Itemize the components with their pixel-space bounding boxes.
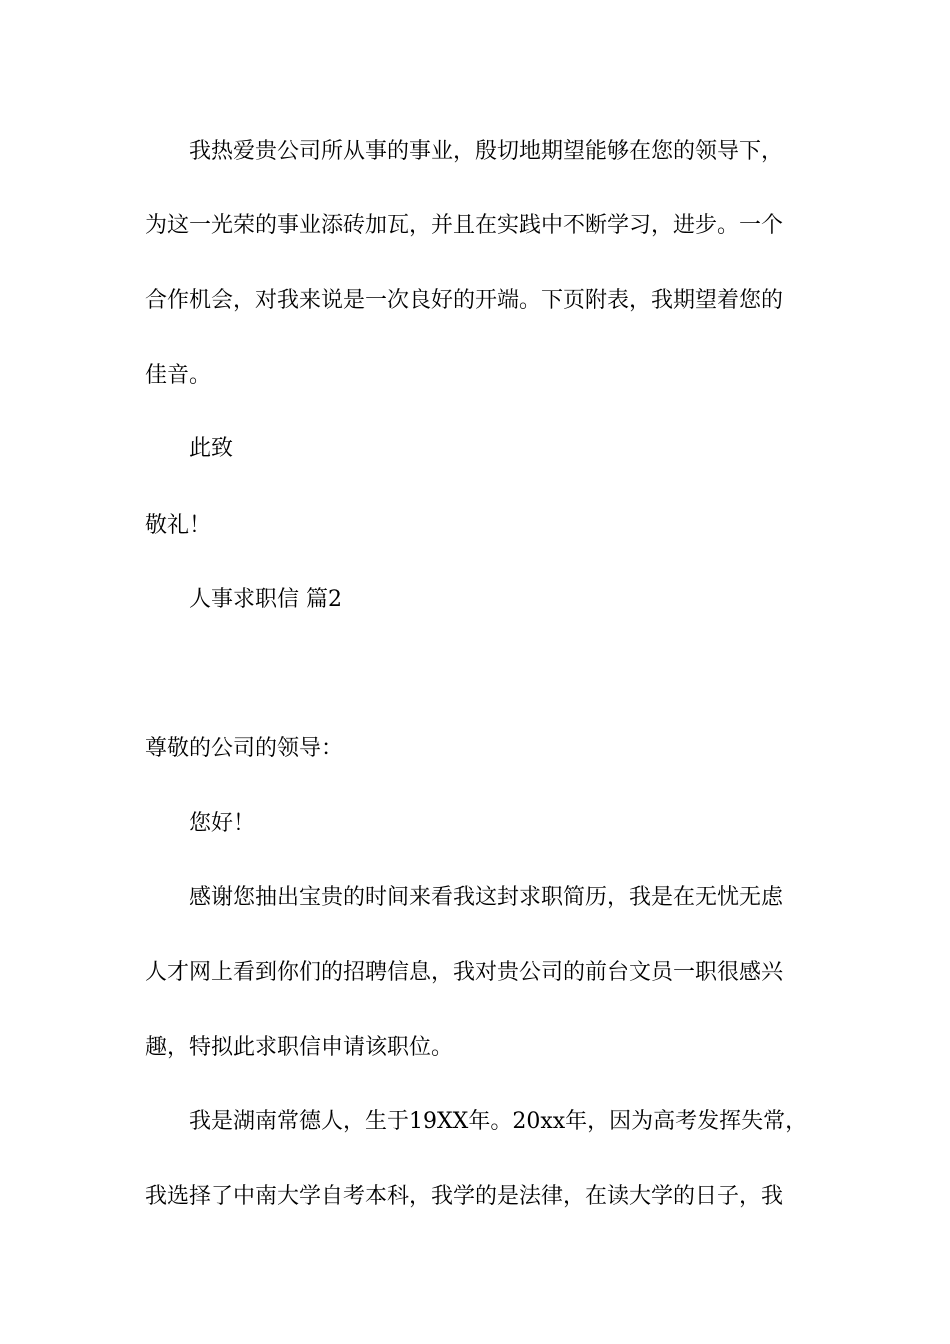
- paragraph-line: 为这一光荣的事业添砖加瓦，并且在实践中不断学习，进步。一个: [145, 213, 784, 238]
- closing-salutation: 敬礼！: [145, 513, 212, 538]
- greeting-line: 尊敬的公司的领导：: [145, 736, 344, 761]
- greeting-line: 您好！: [189, 811, 256, 836]
- closing-line: 此致: [189, 436, 234, 461]
- paragraph-line: 人才网上看到你们的招聘信息，我对贵公司的前台文员一职很感兴: [145, 960, 784, 985]
- section-heading: 人事求职信 篇2: [189, 587, 342, 612]
- paragraph-line: 佳音。: [145, 363, 212, 388]
- paragraph-line: 趣，特拟此求职信申请该职位。: [145, 1035, 454, 1060]
- paragraph-line: 感谢您抽出宝贵的时间来看我这封求职简历，我是在无忧无虑: [189, 885, 784, 910]
- paragraph-line: 我热爱贵公司所从事的事业，殷切地期望能够在您的领导下，: [189, 139, 784, 164]
- paragraph-line: 合作机会，对我来说是一次良好的开端。下页附表，我期望着您的: [145, 288, 784, 313]
- paragraph-line: 我是湖南常德人，生于19XX年。20xx年，因为高考发挥失常，: [189, 1109, 808, 1134]
- paragraph-line: 我选择了中南大学自考本科，我学的是法律，在读大学的日子，我: [145, 1184, 784, 1209]
